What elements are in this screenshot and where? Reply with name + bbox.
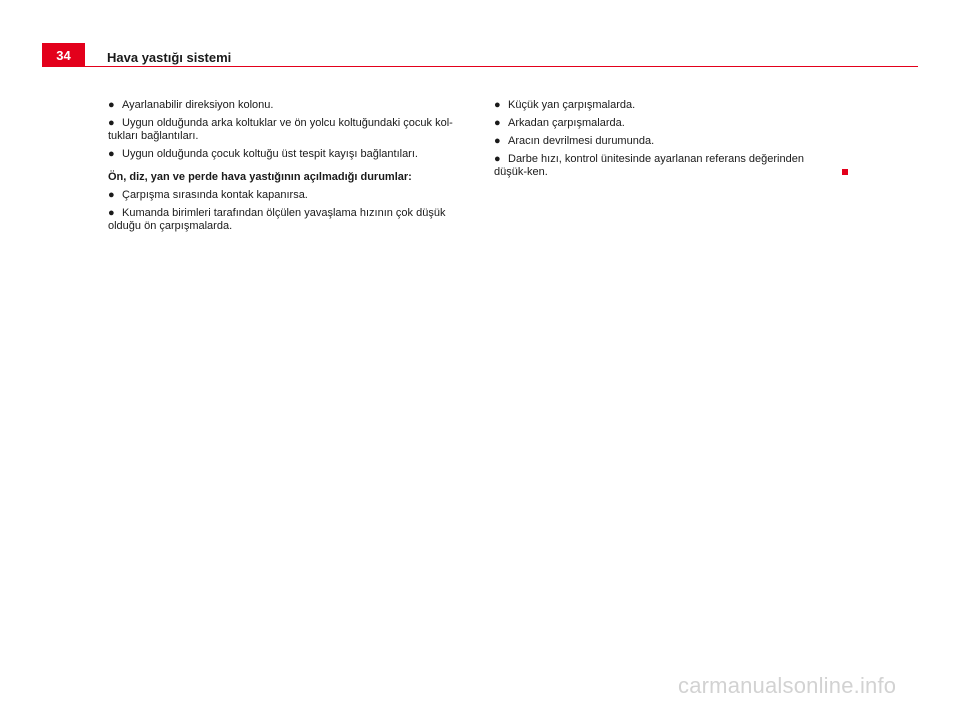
- list-item: [108, 148, 470, 161]
- list-item-text: Arkadan çarpışmalarda.: [508, 117, 625, 129]
- section-subheading: Ön, diz, yan ve perde hava yastığının açılmadığı durumlar:: [108, 171, 412, 183]
- page-number: 34: [42, 43, 85, 67]
- bullet-icon: ●: [494, 153, 501, 165]
- list-item: [494, 99, 848, 112]
- list-item-text: Aracın devrilmesi durumunda.: [508, 135, 655, 147]
- list-item-text: Ayarlanabilir direksiyon kolonu.: [122, 99, 274, 111]
- header-rule: [42, 66, 918, 67]
- left-column: [108, 99, 470, 238]
- bullet-icon: ●: [108, 117, 115, 129]
- list-item: [494, 135, 848, 148]
- bullet-icon: ●: [494, 135, 501, 147]
- bullet-icon: ●: [108, 207, 115, 219]
- right-column: [494, 99, 848, 184]
- list-item: [108, 189, 470, 202]
- list-item: [108, 207, 470, 233]
- bullet-icon: ●: [108, 99, 115, 111]
- list-item-text: Uygun olduğunda çocuk koltuğu üst tespit kayışı bağlantıları.: [122, 148, 418, 160]
- list-item-text: Kumanda birimleri tarafından ölçülen yavaşlama hızının çok düşük olduğu ön çarpışmalarda.: [108, 207, 446, 232]
- list-item-text: Darbe hızı, kontrol ünitesinde ayarlanan referans değerinden düşük-ken.: [494, 153, 804, 178]
- list-item-text: Küçük yan çarpışmalarda.: [508, 99, 636, 111]
- bullet-icon: ●: [108, 148, 115, 160]
- list-item: [108, 99, 470, 112]
- watermark: carmanualsonline.info: [678, 673, 897, 698]
- list-item-text: Çarpışma sırasında kontak kapanırsa.: [122, 189, 308, 201]
- bullet-icon: ●: [494, 117, 501, 129]
- list-item: [494, 117, 848, 130]
- page-title: Hava yastığı sistemi: [107, 50, 232, 65]
- list-item: [494, 153, 848, 179]
- section-end-icon: [842, 169, 848, 175]
- bullet-icon: ●: [494, 99, 501, 111]
- list-item-text: Uygun olduğunda arka koltuklar ve ön yolcu koltuğundaki çocuk kol-tukları bağlantıları.: [108, 117, 453, 142]
- page-header: [42, 43, 918, 67]
- list-item: [108, 117, 470, 143]
- bullet-icon: ●: [108, 189, 115, 201]
